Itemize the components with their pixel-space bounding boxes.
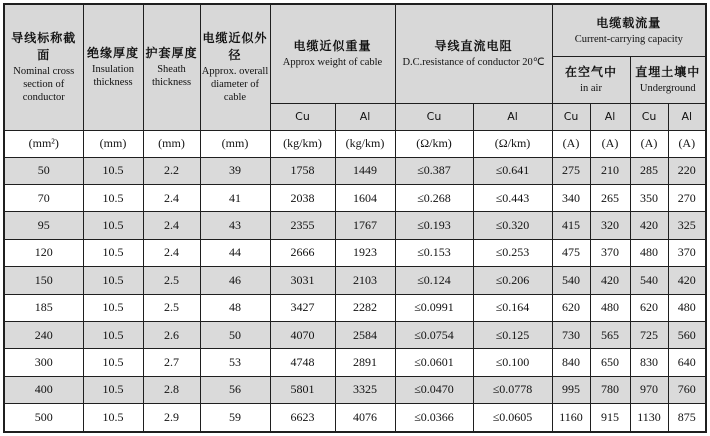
table-cell: 41: [200, 184, 270, 211]
group-header-weight-en: Approx weight of cable: [282, 57, 383, 69]
unit-cell: (A): [668, 130, 706, 157]
table-cell: 500: [4, 404, 83, 432]
table-cell: 2.7: [143, 349, 200, 376]
unit-cell: (Ω/km): [473, 130, 552, 157]
material-header-underground-al: Al: [668, 103, 706, 130]
table-cell: ≤0.100: [473, 349, 552, 376]
table-cell: 995: [552, 376, 590, 403]
table-cell: 420: [630, 212, 668, 239]
group-header-weight-zh: 电缆近似重量: [293, 39, 372, 54]
table-cell: 10.5: [83, 321, 143, 348]
table-row: [4, 321, 706, 348]
table-cell: 370: [668, 239, 706, 266]
table-cell: 10.5: [83, 267, 143, 294]
table-cell: 1130: [630, 404, 668, 432]
table-row: [4, 184, 706, 211]
table-cell: 265: [590, 184, 630, 211]
table-cell: ≤0.0605: [473, 404, 552, 432]
table-cell: 565: [590, 321, 630, 348]
table-cell: 2038: [270, 184, 335, 211]
subgroup-header-in-air-en: in air: [580, 83, 602, 95]
table-cell: 1767: [335, 212, 395, 239]
table-cell: 120: [4, 239, 83, 266]
table-cell: 4748: [270, 349, 335, 376]
table-cell: ≤0.164: [473, 294, 552, 321]
table-row: [4, 239, 706, 266]
table-cell: 340: [552, 184, 590, 211]
table-cell: 50: [4, 157, 83, 184]
material-header-weight-al: Al: [335, 103, 395, 130]
col-header-sheath-en: Sheath thickness: [151, 64, 192, 89]
table-row: [4, 267, 706, 294]
table-cell: 325: [668, 212, 706, 239]
table-cell: 1604: [335, 184, 395, 211]
table-cell: 840: [552, 349, 590, 376]
table-cell: 70: [4, 184, 83, 211]
table-cell: ≤0.253: [473, 239, 552, 266]
table-cell: 915: [590, 404, 630, 432]
cable-spec-table: [3, 3, 707, 433]
table-cell: 730: [552, 321, 590, 348]
table-cell: ≤0.443: [473, 184, 552, 211]
table-cell: 540: [630, 267, 668, 294]
table-cell: ≤0.193: [395, 212, 473, 239]
table-cell: 50: [200, 321, 270, 348]
col-header-cross-section-en: Nominal cross section of conductor: [13, 65, 75, 103]
unit-cell: (mm): [200, 130, 270, 157]
table-cell: ≤0.0601: [395, 349, 473, 376]
table-cell: 2666: [270, 239, 335, 266]
table-cell: ≤0.0754: [395, 321, 473, 348]
table-cell: 220: [668, 157, 706, 184]
table-cell: 2584: [335, 321, 395, 348]
subgroup-header-underground-zh: 直埋土壤中: [635, 64, 701, 79]
col-header-sheath-zh: 护套厚度: [145, 46, 198, 61]
unit-cell: (A): [590, 130, 630, 157]
material-header-air-al: Al: [590, 103, 630, 130]
group-header-resistance-zh: 导线直流电阻: [434, 39, 513, 54]
table-cell: 760: [668, 376, 706, 403]
subgroup-header-underground: [630, 56, 706, 103]
table-cell: 6623: [270, 404, 335, 432]
table-cell: 10.5: [83, 404, 143, 432]
table-cell: 1758: [270, 157, 335, 184]
unit-cell: (mm²): [4, 130, 83, 157]
table-row: [4, 404, 706, 432]
table-cell: 400: [4, 376, 83, 403]
table-cell: ≤0.0991: [395, 294, 473, 321]
table-cell: ≤0.268: [395, 184, 473, 211]
table-cell: 830: [630, 349, 668, 376]
table-cell: 320: [590, 212, 630, 239]
table-cell: 3427: [270, 294, 335, 321]
subgroup-header-in-air-zh: 在空气中: [565, 64, 618, 79]
subgroup-header-in-air: [552, 56, 630, 103]
table-cell: 48: [200, 294, 270, 321]
table-cell: 1923: [335, 239, 395, 266]
table-cell: 370: [590, 239, 630, 266]
table-cell: 420: [590, 267, 630, 294]
unit-cell: (A): [630, 130, 668, 157]
table-cell: 150: [4, 267, 83, 294]
table-row: [4, 294, 706, 321]
subgroup-header-underground-en: Underground: [639, 83, 696, 95]
table-cell: 2.4: [143, 184, 200, 211]
unit-cell: (mm): [83, 130, 143, 157]
table-cell: 2103: [335, 267, 395, 294]
table-cell: 10.5: [83, 184, 143, 211]
table-cell: ≤0.0366: [395, 404, 473, 432]
group-header-weight: [270, 4, 395, 103]
table-cell: 725: [630, 321, 668, 348]
table-cell: ≤0.320: [473, 212, 552, 239]
table-cell: 540: [552, 267, 590, 294]
table-cell: 1449: [335, 157, 395, 184]
table-cell: 210: [590, 157, 630, 184]
table-cell: 3031: [270, 267, 335, 294]
table-cell: ≤0.124: [395, 267, 473, 294]
table-cell: 185: [4, 294, 83, 321]
table-cell: 2.8: [143, 376, 200, 403]
table-cell: 3325: [335, 376, 395, 403]
table-cell: 44: [200, 239, 270, 266]
group-header-capacity: [552, 4, 706, 56]
col-header-insulation: [83, 4, 143, 130]
table-cell: 2.4: [143, 212, 200, 239]
table-cell: 10.5: [83, 212, 143, 239]
table-cell: 620: [630, 294, 668, 321]
table-cell: 415: [552, 212, 590, 239]
col-header-cross-section: [4, 4, 83, 130]
table-row: [4, 157, 706, 184]
table-cell: 2282: [335, 294, 395, 321]
table-cell: ≤0.641: [473, 157, 552, 184]
table-cell: ≤0.0778: [473, 376, 552, 403]
table-cell: ≤0.125: [473, 321, 552, 348]
col-header-diameter-zh: 电缆近似外径: [202, 31, 268, 62]
material-header-underground-cu: Cu: [630, 103, 668, 130]
header-row-units: [4, 130, 706, 157]
table-cell: 4076: [335, 404, 395, 432]
col-header-insulation-zh: 绝缘厚度: [86, 46, 139, 61]
table-cell: 480: [668, 294, 706, 321]
table-cell: 2891: [335, 349, 395, 376]
table-cell: ≤0.206: [473, 267, 552, 294]
table-cell: ≤0.0470: [395, 376, 473, 403]
table-body: [4, 157, 706, 432]
table-row: [4, 349, 706, 376]
table-cell: 95: [4, 212, 83, 239]
table-cell: 240: [4, 321, 83, 348]
table-cell: 2.5: [143, 294, 200, 321]
table-cell: 620: [552, 294, 590, 321]
table-cell: ≤0.153: [395, 239, 473, 266]
table-cell: 650: [590, 349, 630, 376]
table-cell: 475: [552, 239, 590, 266]
group-header-capacity-zh: 电缆载流量: [596, 15, 662, 30]
table-cell: 4070: [270, 321, 335, 348]
table-cell: 270: [668, 184, 706, 211]
table-cell: 53: [200, 349, 270, 376]
table-cell: 10.5: [83, 376, 143, 403]
header-row-groups: [4, 4, 706, 56]
table-cell: 56: [200, 376, 270, 403]
table-cell: 480: [630, 239, 668, 266]
group-header-resistance-en: D.C.resistance of conductor 20℃: [402, 57, 545, 69]
group-header-resistance: [395, 4, 552, 103]
material-header-air-cu: Cu: [552, 103, 590, 130]
table-row: [4, 212, 706, 239]
table-cell: 275: [552, 157, 590, 184]
table-cell: 10.5: [83, 239, 143, 266]
table-cell: 300: [4, 349, 83, 376]
table-cell: 10.5: [83, 349, 143, 376]
table-cell: 780: [590, 376, 630, 403]
table-cell: 560: [668, 321, 706, 348]
unit-cell: (Ω/km): [395, 130, 473, 157]
table-cell: 2.6: [143, 321, 200, 348]
table-cell: 2355: [270, 212, 335, 239]
table-cell: 480: [590, 294, 630, 321]
table-cell: 350: [630, 184, 668, 211]
table-cell: 420: [668, 267, 706, 294]
table-cell: 10.5: [83, 294, 143, 321]
table-cell: 46: [200, 267, 270, 294]
table-cell: 285: [630, 157, 668, 184]
table-cell: 640: [668, 349, 706, 376]
table-cell: 10.5: [83, 157, 143, 184]
table-cell: 1160: [552, 404, 590, 432]
table-cell: ≤0.387: [395, 157, 473, 184]
material-header-resistance-cu: Cu: [395, 103, 473, 130]
table-cell: 39: [200, 157, 270, 184]
table-cell: 59: [200, 404, 270, 432]
unit-cell: (kg/km): [270, 130, 335, 157]
unit-cell: (kg/km): [335, 130, 395, 157]
col-header-cross-section-zh: 导线标称截面: [11, 31, 77, 62]
unit-cell: (A): [552, 130, 590, 157]
unit-cell: (mm): [143, 130, 200, 157]
table-cell: 43: [200, 212, 270, 239]
material-header-weight-cu: Cu: [270, 103, 335, 130]
table-cell: 970: [630, 376, 668, 403]
table-cell: 875: [668, 404, 706, 432]
col-header-diameter: [200, 4, 270, 130]
table-row: [4, 376, 706, 403]
table-cell: 2.2: [143, 157, 200, 184]
table-cell: 2.4: [143, 239, 200, 266]
col-header-diameter-en: Approx. overall diameter of cable: [201, 65, 269, 103]
table-cell: 5801: [270, 376, 335, 403]
table-cell: 2.5: [143, 267, 200, 294]
table-cell: 2.9: [143, 404, 200, 432]
col-header-sheath: [143, 4, 200, 130]
group-header-capacity-en: Current-carrying capacity: [574, 33, 683, 45]
col-header-insulation-en: Insulation thickness: [92, 64, 134, 89]
material-header-resistance-al: Al: [473, 103, 552, 130]
